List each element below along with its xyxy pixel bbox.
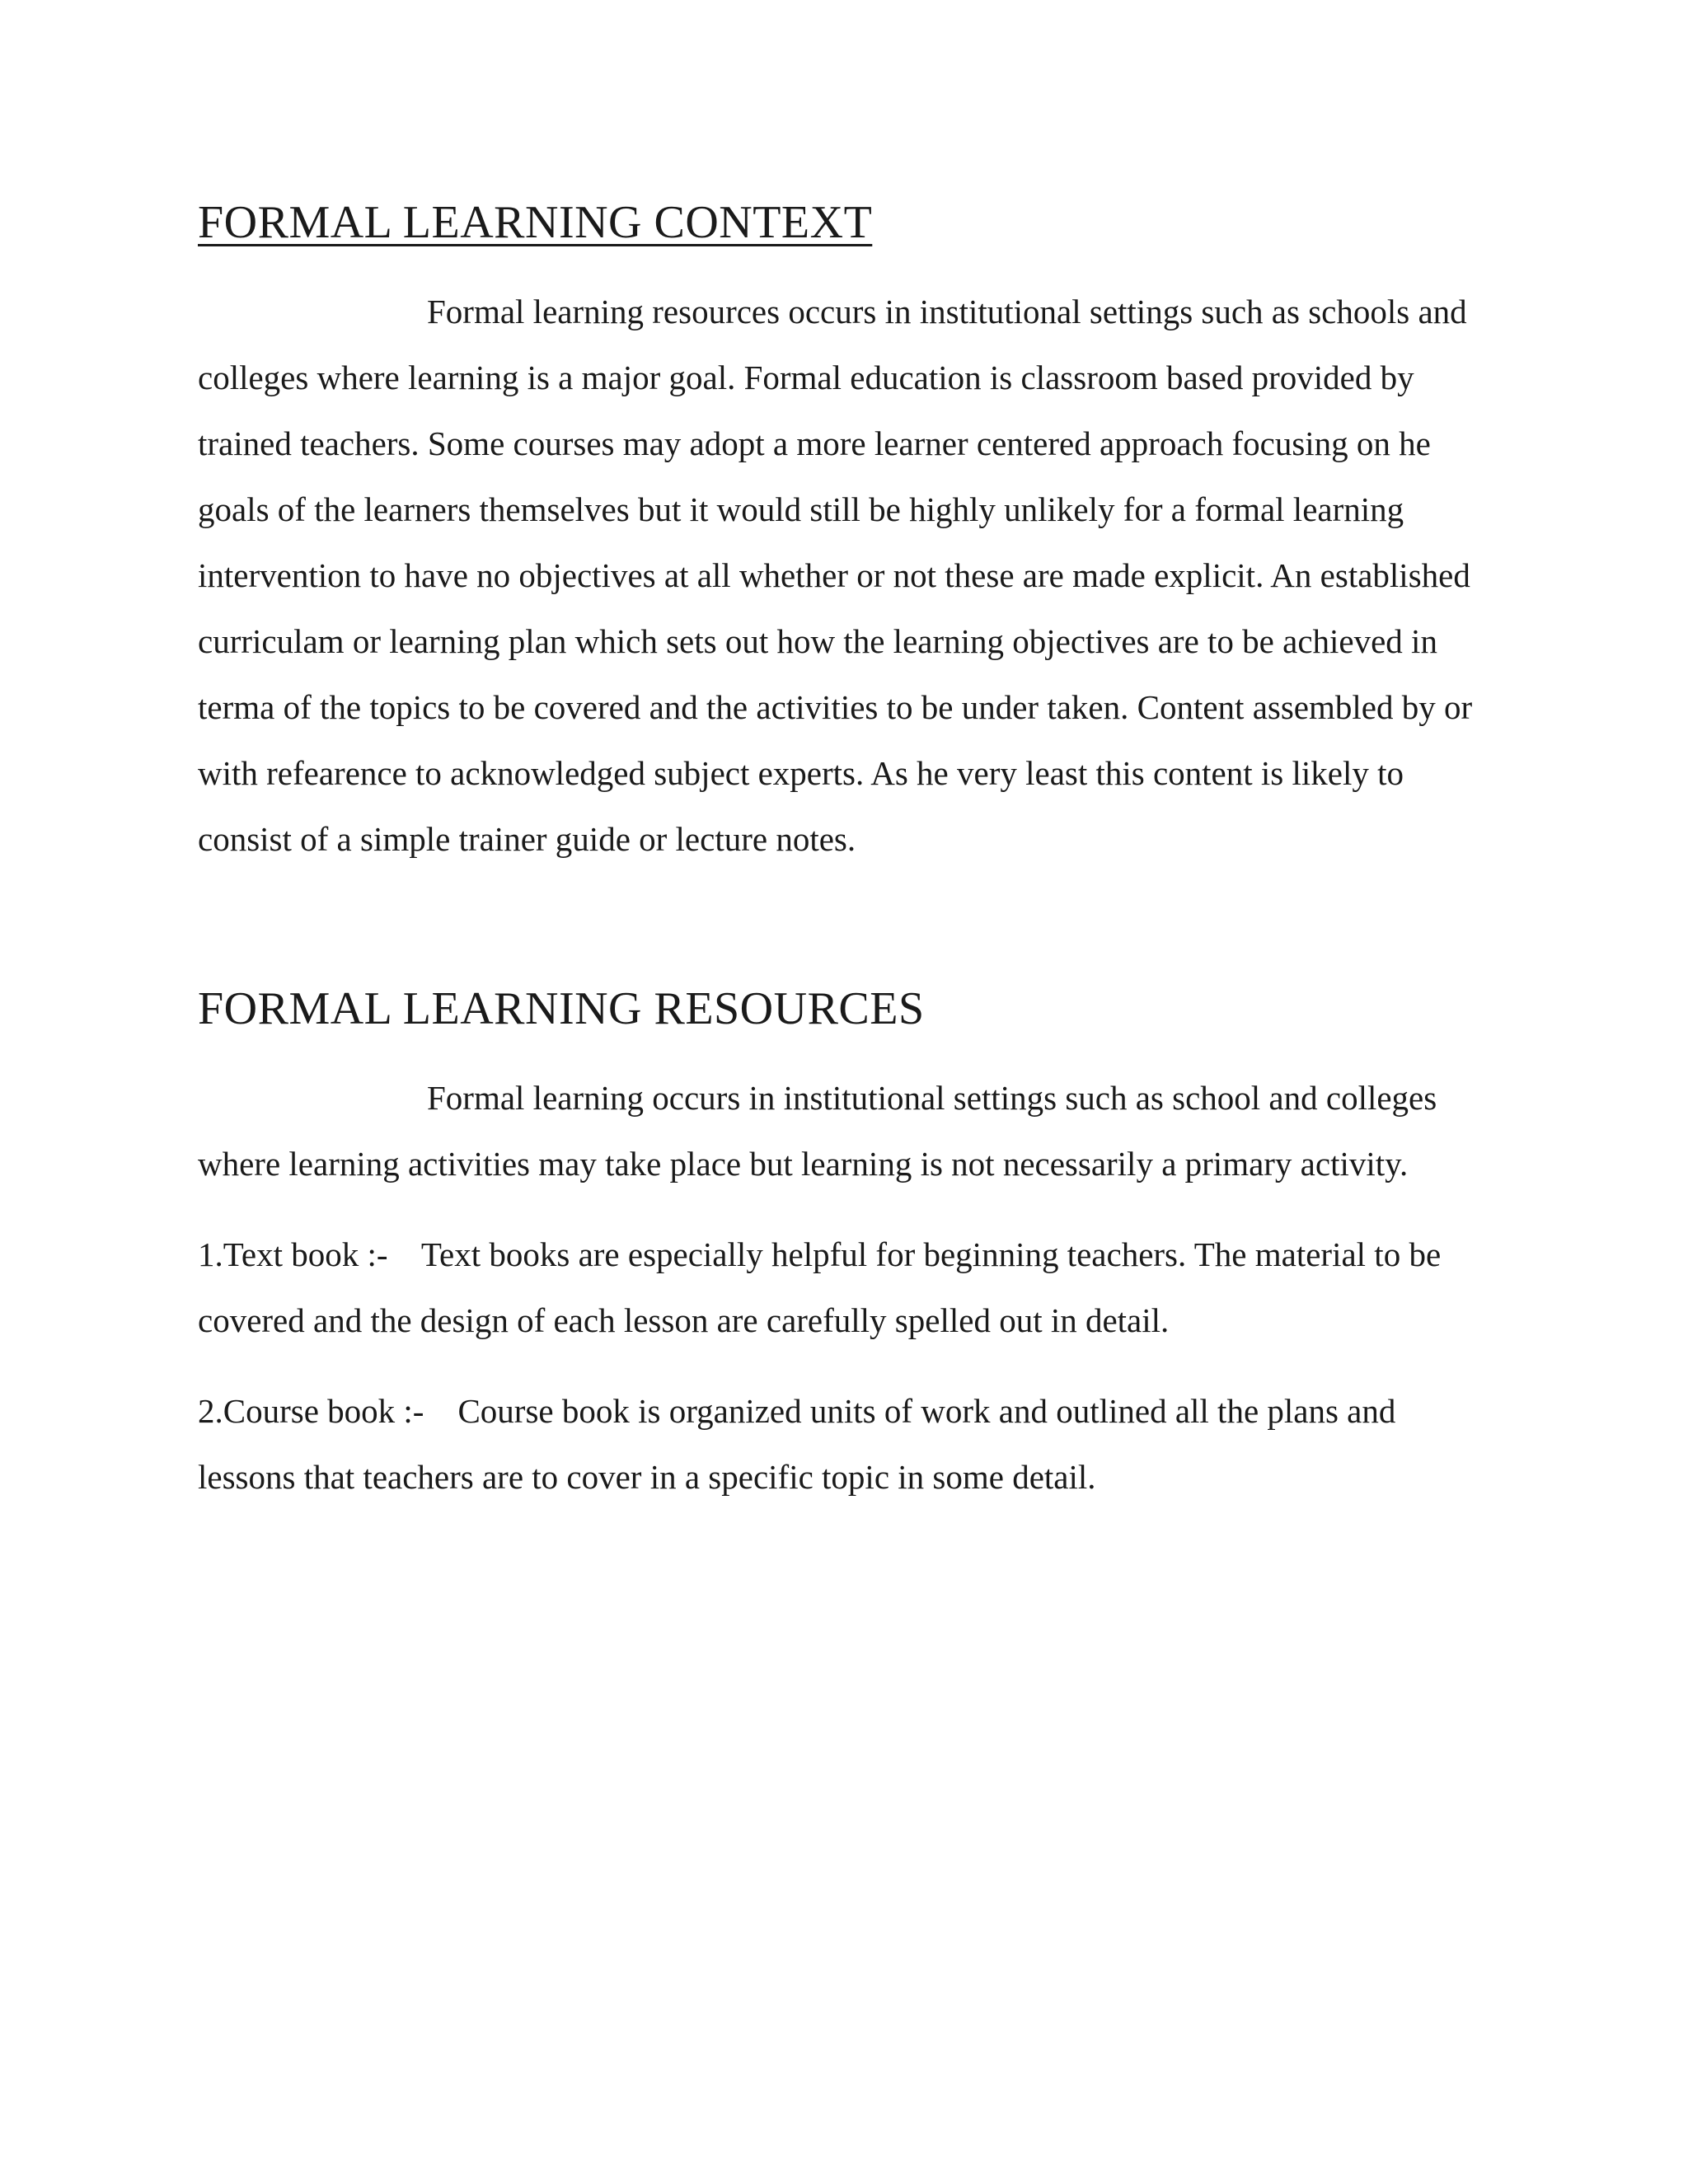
document-body xyxy=(198,191,1500,1510)
list-item-text: Text books are especially helpful for beginning teachers. The material to be covered and the design of each lesson are carefully spelled out in detail. xyxy=(198,1235,1442,1339)
list-item-label: 1.Text book :- xyxy=(198,1235,388,1273)
section-heading-formal-learning-context: FORMAL LEARNING CONTEXT xyxy=(198,197,873,248)
section-heading-formal-learning-resources: FORMAL LEARNING RESOURCES xyxy=(198,983,925,1034)
list-item-text-book xyxy=(198,1221,1500,1353)
list-item-text: Course book is organized units of work and outlined all the plans and lessons that teachers are to cover in a specific topic in some detail. xyxy=(198,1392,1396,1496)
paragraph-formal-learning-context: Formal learning resources occurs in institutional settings such as schools and colleges where learning is a major goal. Formal education is classroom based provided by trained teachers. Some courses may adopt a more learner centered approach focusing on he goals of the learners themselves but it would still be highly unlikely for a formal learning intervention to have no objectives at all whether or not these are made explicit. An established curriculam or learning plan which sets out how the learning objectives are to be achieved in terma of the topics to be covered and the activities to be under taken. Content assembled by or with refearence to acknowledged subject experts. As he very least this content is likely to consist of a simple trainer guide or lecture notes. xyxy=(198,293,1473,858)
list-item-label: 2.Course book :- xyxy=(198,1392,424,1430)
paragraph-formal-learning-resources: Formal learning occurs in institutional settings such as school and colleges where learning activities may take place but learning is not necessarily a primary activity. xyxy=(198,1079,1437,1183)
list-item-course-book xyxy=(198,1378,1500,1510)
